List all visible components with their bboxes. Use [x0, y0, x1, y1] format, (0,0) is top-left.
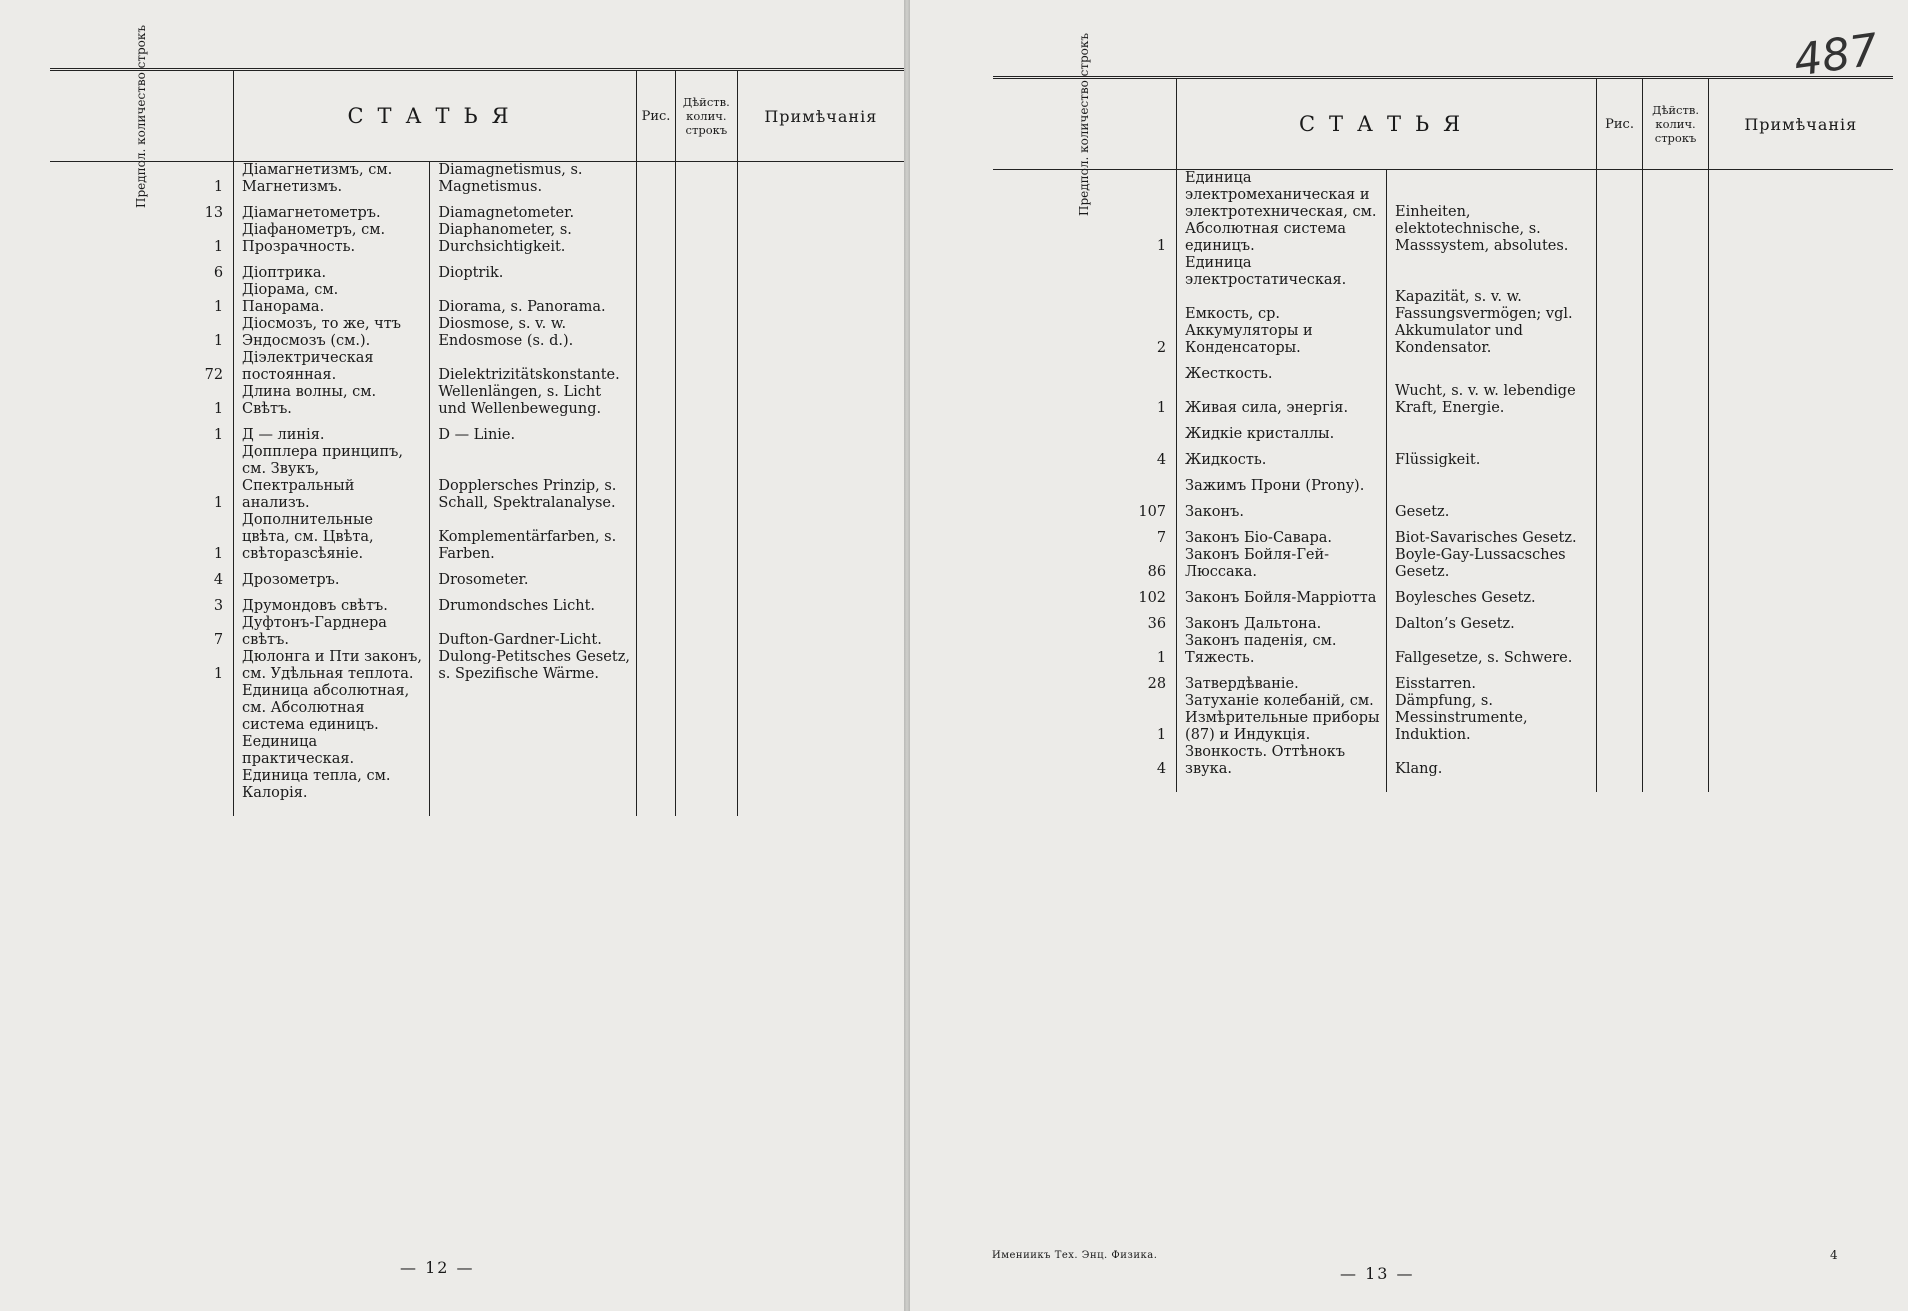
row-actual-count — [676, 768, 738, 802]
row-fig — [1597, 469, 1643, 495]
row-count: 6 — [213, 265, 224, 281]
row-notes — [737, 282, 904, 316]
table-end-row — [50, 802, 904, 816]
row-notes — [737, 563, 904, 589]
table-row — [993, 357, 1893, 383]
table-row — [50, 384, 904, 418]
row-russian-term: Единица тепла, см. Калорія. — [234, 768, 430, 802]
row-notes — [1709, 744, 1893, 778]
header-count: Предпол. количество строкъ — [993, 78, 1177, 170]
row-count: 1 — [213, 333, 224, 349]
table-row — [993, 289, 1893, 357]
row-count — [50, 768, 234, 802]
row-fig — [637, 734, 676, 768]
row-russian-term: Емкость, ср. Аккумуляторы и Конденсаторы. — [1177, 289, 1387, 357]
page-number: — 12 — — [400, 1258, 475, 1277]
table-row — [993, 607, 1893, 633]
row-actual-count — [1643, 744, 1709, 778]
row-notes — [1709, 581, 1893, 607]
row-german-term: Dalton’s Gesetz. — [1387, 607, 1597, 633]
row-actual-count — [676, 256, 738, 282]
row-notes — [737, 222, 904, 256]
row-german-term: Boyle-Gay-Lussacsches Gesetz. — [1387, 547, 1597, 581]
left-table-body — [50, 162, 904, 817]
row-actual-count — [676, 683, 738, 734]
row-count: 4 — [1156, 761, 1167, 777]
row-count: 1 — [1156, 238, 1167, 254]
row-notes — [1709, 357, 1893, 383]
table-row — [50, 350, 904, 384]
row-notes — [737, 615, 904, 649]
row-notes — [737, 683, 904, 734]
row-count: 72 — [204, 367, 224, 383]
row-actual-count — [1643, 443, 1709, 469]
row-count: 1 — [213, 179, 224, 195]
row-notes — [737, 444, 904, 512]
row-count — [993, 255, 1177, 289]
empty-cell — [737, 802, 904, 816]
row-german-term — [1387, 255, 1597, 289]
row-german-term: Diamagnetometer. — [430, 196, 637, 222]
row-german-term: Boylesches Gesetz. — [1387, 581, 1597, 607]
row-fig — [1597, 357, 1643, 383]
header-notes: Примѣчанія — [737, 70, 904, 162]
table-row — [50, 589, 904, 615]
table-row — [993, 469, 1893, 495]
table-row — [50, 256, 904, 282]
row-actual-count — [676, 222, 738, 256]
row-notes — [1709, 547, 1893, 581]
row-actual-count — [676, 162, 738, 197]
row-fig — [1597, 607, 1643, 633]
row-russian-term: Законъ. — [1177, 495, 1387, 521]
table-row — [993, 667, 1893, 693]
empty-cell — [50, 802, 234, 816]
left-page — [0, 0, 904, 1311]
row-fig — [1597, 667, 1643, 693]
row-german-term: Flüssigkeit. — [1387, 443, 1597, 469]
row-german-term: Klang. — [1387, 744, 1597, 778]
row-fig — [1597, 521, 1643, 547]
right-table-body — [993, 170, 1893, 793]
table-row — [50, 418, 904, 444]
row-german-term: Dioptrik. — [430, 256, 637, 282]
row-german-term — [430, 683, 637, 734]
row-russian-term: Затвердѣваніе. — [1177, 667, 1387, 693]
table-row — [993, 443, 1893, 469]
table-row — [50, 649, 904, 683]
row-actual-count — [1643, 693, 1709, 744]
row-count: 1 — [213, 495, 224, 511]
footer-note: Имениикъ Тех. Энц. Физика. — [992, 1250, 1158, 1261]
row-actual-count — [1643, 667, 1709, 693]
right-page — [910, 0, 1908, 1311]
row-notes — [737, 649, 904, 683]
row-actual-count — [1643, 357, 1709, 383]
row-russian-term: Законъ Дальтона. — [1177, 607, 1387, 633]
row-german-term: Diosmose, s. v. w. Endosmose (s. d.). — [430, 316, 637, 350]
header-article: СТАТЬЯ — [1177, 78, 1597, 170]
table-row — [993, 521, 1893, 547]
left-table — [50, 24, 904, 816]
header-actual: Дѣйств. колич. строкъ — [676, 70, 738, 162]
empty-cell — [637, 802, 676, 816]
row-russian-term: Діэлектрическая постоянная. — [234, 350, 430, 384]
table-row — [993, 744, 1893, 778]
row-count: 1 — [213, 299, 224, 315]
empty-cell — [430, 802, 637, 816]
table-row — [50, 615, 904, 649]
row-fig — [1597, 581, 1643, 607]
row-actual-count — [1643, 521, 1709, 547]
row-fig — [637, 350, 676, 384]
row-count: 4 — [1156, 452, 1167, 468]
empty-cell — [1643, 778, 1709, 792]
row-actual-count — [676, 196, 738, 222]
row-count — [50, 683, 234, 734]
row-german-term: Dämpfung, s. Messinstrumente, Induktion. — [1387, 693, 1597, 744]
table-row — [993, 693, 1893, 744]
row-notes — [737, 589, 904, 615]
table-row — [50, 512, 904, 563]
row-fig — [637, 384, 676, 418]
row-russian-term: Діорама, см. Панорама. — [234, 282, 430, 316]
row-actual-count — [1643, 417, 1709, 443]
row-count — [993, 417, 1177, 443]
row-german-term: Fallgesetze, s. Schwere. — [1387, 633, 1597, 667]
row-actual-count — [1643, 289, 1709, 357]
row-notes — [737, 768, 904, 802]
row-german-term: Diamagnetismus, s. Magnetismus. — [430, 162, 637, 197]
row-notes — [1709, 469, 1893, 495]
table-row — [50, 444, 904, 512]
table-row — [993, 170, 1893, 256]
row-count: 1 — [213, 239, 224, 255]
row-fig — [637, 649, 676, 683]
row-count: 1 — [213, 427, 224, 443]
row-actual-count — [676, 512, 738, 563]
empty-cell — [993, 778, 1177, 792]
row-russian-term: Діафанометръ, см. Прозрачность. — [234, 222, 430, 256]
table-row — [993, 547, 1893, 581]
row-actual-count — [1643, 469, 1709, 495]
row-actual-count — [676, 589, 738, 615]
row-count: 28 — [1147, 676, 1167, 692]
row-russian-term: Единица электромеханическая и электротехническая, см. Абсолютная система единицъ. — [1177, 170, 1387, 256]
row-notes — [1709, 289, 1893, 357]
row-notes — [1709, 667, 1893, 693]
row-actual-count — [676, 350, 738, 384]
row-count: 86 — [1147, 564, 1167, 580]
row-fig — [637, 444, 676, 512]
row-count: 2 — [1156, 340, 1167, 356]
row-german-term — [1387, 357, 1597, 383]
row-russian-term: Законъ паденія, см. Тяжесть. — [1177, 633, 1387, 667]
row-russian-term: Еединица практическая. — [234, 734, 430, 768]
row-russian-term: Дуфтонъ-Гарднера свѣтъ. — [234, 615, 430, 649]
row-fig — [637, 683, 676, 734]
row-count: 107 — [1138, 504, 1167, 520]
row-russian-term: Законъ Бойля-Марріотта — [1177, 581, 1387, 607]
row-count — [993, 469, 1177, 495]
row-fig — [637, 162, 676, 197]
empty-cell — [1387, 778, 1597, 792]
table-row — [993, 495, 1893, 521]
row-count: 3 — [213, 598, 224, 614]
row-count — [50, 734, 234, 768]
row-german-term: Wellenlängen, s. Licht und Wellenbewegung. — [430, 384, 637, 418]
row-notes — [737, 162, 904, 197]
row-actual-count — [1643, 547, 1709, 581]
row-actual-count — [676, 615, 738, 649]
empty-cell — [676, 802, 738, 816]
row-fig — [1597, 417, 1643, 443]
table-row — [993, 255, 1893, 289]
row-russian-term: Жесткость. — [1177, 357, 1387, 383]
empty-cell — [1709, 778, 1893, 792]
row-notes — [737, 316, 904, 350]
table-row — [50, 222, 904, 256]
signature-mark: 4 — [1830, 1248, 1838, 1262]
row-count: 1 — [1156, 650, 1167, 666]
row-russian-term: Зажимъ Прони (Prony). — [1177, 469, 1387, 495]
table-row — [50, 563, 904, 589]
row-fig — [1597, 633, 1643, 667]
row-notes — [1709, 693, 1893, 744]
row-actual-count — [1643, 170, 1709, 256]
row-fig — [1597, 693, 1643, 744]
table-row — [993, 581, 1893, 607]
row-german-term: Eisstarren. — [1387, 667, 1597, 693]
row-fig — [637, 615, 676, 649]
row-notes — [1709, 417, 1893, 443]
row-count: 1 — [1156, 400, 1167, 416]
header-notes: Примѣчанія — [1709, 78, 1893, 170]
row-fig — [1597, 443, 1643, 469]
row-notes — [737, 256, 904, 282]
header-fig: Рис. — [1597, 78, 1643, 170]
row-actual-count — [1643, 581, 1709, 607]
row-actual-count — [676, 734, 738, 768]
row-count: 7 — [213, 632, 224, 648]
row-notes — [737, 512, 904, 563]
table-end-row — [993, 778, 1893, 792]
row-fig — [1597, 383, 1643, 417]
row-actual-count — [676, 418, 738, 444]
row-fig — [1597, 547, 1643, 581]
row-german-term — [430, 734, 637, 768]
row-notes — [1709, 521, 1893, 547]
row-russian-term: Единица абсолютная, см. Абсолютная система единицъ. — [234, 683, 430, 734]
row-actual-count — [676, 563, 738, 589]
row-fig — [637, 196, 676, 222]
row-russian-term: Дюлонга и Пти законъ, см. Удѣльная теплота. — [234, 649, 430, 683]
row-fig — [637, 316, 676, 350]
table-row — [50, 768, 904, 802]
row-german-term: Kapazität, s. v. w. Fassungsvermögen; vgl. Akkumulator und Kondensator. — [1387, 289, 1597, 357]
row-actual-count — [676, 384, 738, 418]
row-notes — [1709, 633, 1893, 667]
row-fig — [637, 418, 676, 444]
row-russian-term: Дрозометръ. — [234, 563, 430, 589]
table-row — [993, 417, 1893, 443]
row-russian-term: Живая сила, энергія. — [1177, 383, 1387, 417]
row-german-term: Wucht, s. v. w. lebendige Kraft, Energie. — [1387, 383, 1597, 417]
row-russian-term: Дополнительные цвѣта, см. Цвѣта, свѣторазсѣяніе. — [234, 512, 430, 563]
header-article: СТАТЬЯ — [234, 70, 637, 162]
row-count: 36 — [1147, 616, 1167, 632]
row-actual-count — [1643, 383, 1709, 417]
row-notes — [737, 350, 904, 384]
row-count: 4 — [213, 572, 224, 588]
row-russian-term: Д — линія. — [234, 418, 430, 444]
row-fig — [1597, 170, 1643, 256]
row-russian-term: Жидкость. — [1177, 443, 1387, 469]
row-russian-term: Друмондовъ свѣтъ. — [234, 589, 430, 615]
row-german-term — [1387, 469, 1597, 495]
row-actual-count — [1643, 255, 1709, 289]
row-fig — [1597, 255, 1643, 289]
row-german-term: Komplementärfarben, s. Farben. — [430, 512, 637, 563]
row-count: 1 — [1156, 727, 1167, 743]
table-row — [50, 734, 904, 768]
row-german-term: Einheiten, elektotechnische, s. Masssystem, absolutes. — [1387, 170, 1597, 256]
row-german-term: Drosometer. — [430, 563, 637, 589]
empty-cell — [1177, 778, 1387, 792]
row-fig — [1597, 495, 1643, 521]
row-fig — [1597, 744, 1643, 778]
row-german-term: D — Linie. — [430, 418, 637, 444]
table-row — [50, 196, 904, 222]
row-russian-term: Діосмозъ, то же, чтъ Эндосмозъ (см.). — [234, 316, 430, 350]
row-notes — [737, 734, 904, 768]
header-actual: Дѣйств. колич. строкъ — [1643, 78, 1709, 170]
row-russian-term: Допплера принципъ, см. Звукъ, Спектральный анализъ. — [234, 444, 430, 512]
row-count: 1 — [213, 546, 224, 562]
row-count: 7 — [1156, 530, 1167, 546]
row-russian-term: Діамагнетизмъ, см. Магнетизмъ. — [234, 162, 430, 197]
page-number: — 13 — — [1340, 1264, 1415, 1283]
row-notes — [1709, 255, 1893, 289]
empty-cell — [1597, 778, 1643, 792]
handwritten-number: 487 — [1790, 24, 1882, 87]
table-row — [993, 383, 1893, 417]
row-russian-term: Затуханіе колебаній, см. Измѣрительные приборы (87) и Индукція. — [1177, 693, 1387, 744]
row-notes — [1709, 383, 1893, 417]
row-actual-count — [676, 316, 738, 350]
row-count: 13 — [204, 205, 224, 221]
row-actual-count — [676, 282, 738, 316]
row-count: 1 — [213, 666, 224, 682]
row-fig — [637, 282, 676, 316]
row-russian-term: Звонкость. Оттѣнокъ звука. — [1177, 744, 1387, 778]
row-notes — [737, 384, 904, 418]
row-fig — [637, 512, 676, 563]
row-actual-count — [676, 649, 738, 683]
row-german-term: Gesetz. — [1387, 495, 1597, 521]
row-fig — [637, 256, 676, 282]
table-row — [50, 282, 904, 316]
table-row — [993, 633, 1893, 667]
row-notes — [1709, 170, 1893, 256]
row-notes — [737, 196, 904, 222]
empty-cell — [234, 802, 430, 816]
row-russian-term: Длина волны, см. Свѣтъ. — [234, 384, 430, 418]
header-fig: Рис. — [637, 70, 676, 162]
row-notes — [1709, 495, 1893, 521]
row-german-term — [430, 768, 637, 802]
row-notes — [1709, 443, 1893, 469]
row-fig — [637, 563, 676, 589]
row-russian-term: Жидкіе кристаллы. — [1177, 417, 1387, 443]
row-german-term: Drumondsches Licht. — [430, 589, 637, 615]
row-german-term: Dopplersches Prinzip, s. Schall, Spektralanalyse. — [430, 444, 637, 512]
row-german-term — [1387, 417, 1597, 443]
row-fig — [637, 768, 676, 802]
row-count — [993, 357, 1177, 383]
row-actual-count — [1643, 495, 1709, 521]
row-fig — [637, 222, 676, 256]
row-german-term: Diaphanometer, s. Durchsichtigkeit. — [430, 222, 637, 256]
row-count: 102 — [1138, 590, 1167, 606]
row-notes — [1709, 607, 1893, 633]
row-german-term: Dulong-Petitsches Gesetz, s. Spezifische Wärme. — [430, 649, 637, 683]
row-russian-term: Единица электростатическая. — [1177, 255, 1387, 289]
table-row — [50, 683, 904, 734]
row-russian-term: Діоптрика. — [234, 256, 430, 282]
row-russian-term: Діамагнетометръ. — [234, 196, 430, 222]
table-row — [50, 162, 904, 197]
row-german-term: Diorama, s. Panorama. — [430, 282, 637, 316]
row-german-term: Dielektrizitätskonstante. — [430, 350, 637, 384]
row-german-term: Dufton-Gardner-Licht. — [430, 615, 637, 649]
row-russian-term: Законъ Біо-Савара. — [1177, 521, 1387, 547]
row-russian-term: Законъ Бойля-Гей-Люссака. — [1177, 547, 1387, 581]
row-fig — [637, 589, 676, 615]
table-row — [50, 316, 904, 350]
row-count: 1 — [213, 401, 224, 417]
row-actual-count — [676, 444, 738, 512]
header-count: Предпол. количество строкъ — [50, 70, 234, 162]
row-actual-count — [1643, 607, 1709, 633]
row-actual-count — [1643, 633, 1709, 667]
row-fig — [1597, 289, 1643, 357]
row-german-term: Biot-Savarisches Gesetz. — [1387, 521, 1597, 547]
row-notes — [737, 418, 904, 444]
